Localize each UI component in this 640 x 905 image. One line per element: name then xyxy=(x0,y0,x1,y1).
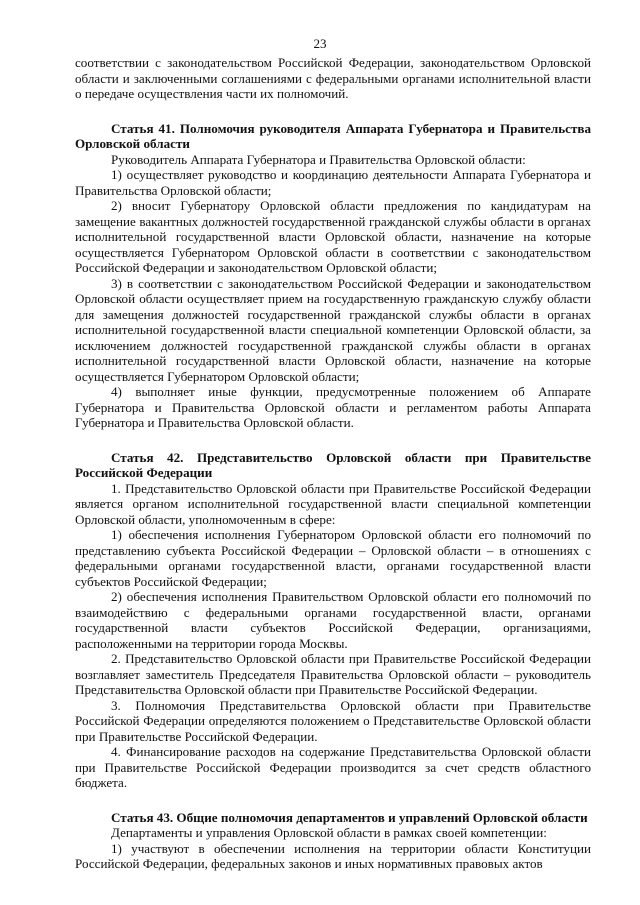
article-42-paragraph: 3. Полномочия Представительства Орловской области при Правительстве Российской Федерации определяются положением о Представительстве Орловской области при Правительстве Российской Федерации. xyxy=(75,697,591,744)
article-42-paragraph: 4. Финансирование расходов на содержание Представительства Орловской области при Правительстве Российской Федерации производится за счет средств областного бюджета. xyxy=(75,744,591,790)
page-number: 23 xyxy=(313,36,327,51)
article-41-intro: Руководитель Аппарата Губернатора и Правительства Орловской области: xyxy=(111,151,526,167)
article-41-item: 2) вносит Губернатору Орловской области предложения по кандидатурам на замещение вакантных должностей государственной гражданской службы области в органах исполнительной государственной власти Орловской области, назначение на которые осуществляется Губернатором Орловской области в соответствии с законодательством Российской Федерации и законодательством Орловской области; xyxy=(75,198,591,275)
article-41-heading: Статья 41. Полномочия руководителя Аппарата Губернатора и Правительства Орловской области xyxy=(75,120,591,151)
article-43-intro: Департаменты и управления Орловской области в рамках своей компетенции: xyxy=(111,825,547,840)
article-42-paragraph: 2) обеспечения исполнения Правительством Орловской области его полномочий по взаимодействию с федеральными органами государственной власти, органами государственной власти субъектов Российской Федерации, организациями, расположенными на территории города Москвы. xyxy=(75,589,591,651)
article-43-heading: Статья 43. Общие полномочия департаментов и управлений Орловской области xyxy=(111,809,588,825)
article-41 xyxy=(75,121,591,431)
article-42-paragraph: 2. Представительство Орловской области при Правительстве Российской Федерации возглавляет заместитель Председателя Правительства Орловской области – руководитель Представительства Орловской области при Правительстве Российской Федерации. xyxy=(75,651,591,697)
article-43 xyxy=(75,810,591,872)
article-41-item: 3) в соответствии с законодательством Российской Федерации и законодательством Орловской области осуществляет прием на государственную гражданскую службу области для замещения должностей государственной гражданской службы области в органах исполнительной государственной власти специальной компетенции Орловской области, за исключением должностей государственной гражданской службы области в органах исполнительной государственной власти Орловской области, назначение на которые осуществляется Губернатором Орловской области; xyxy=(75,275,591,384)
page-body xyxy=(75,55,591,872)
article-41-item: 1) осуществляет руководство и координацию деятельности Аппарата Губернатора и Правительства Орловской области; xyxy=(75,167,591,198)
continuation-paragraph: соответствии с законодательством Российской Федерации, законодательством Орловской области и заключенными соглашениями с федеральными органами исполнительной власти о передаче осуществления части их полномочий. xyxy=(75,55,591,101)
article-42 xyxy=(75,450,591,791)
article-43-item: 1) участвуют в обеспечении исполнения на территории области Конституции Российской Федерации, федеральных законов и иных нормативных правовых актов xyxy=(75,840,591,871)
article-42-paragraph: 1) обеспечения исполнения Губернатором Орловской области его полномочий по представлению субъекта Российской Федерации – Орловской области – в отношениях с федеральными органами государственной власти, органами государственной власти субъектов Российской Федерации; xyxy=(75,527,591,589)
article-41-item: 4) выполняет иные функции, предусмотренные положением об Аппарате Губернатора и Правительства Орловской области и регламентом работы Аппарата Губернатора и Правительства Орловской области. xyxy=(75,384,591,430)
article-42-heading: Статья 42. Представительство Орловской области при Правительстве Российской Федерации xyxy=(75,449,591,480)
article-42-paragraph: 1. Представительство Орловской области при Правительстве Российской Федерации является органом исполнительной государственной власти специальной компетенции Орловской области, уполномоченным в сфере: xyxy=(75,480,591,527)
